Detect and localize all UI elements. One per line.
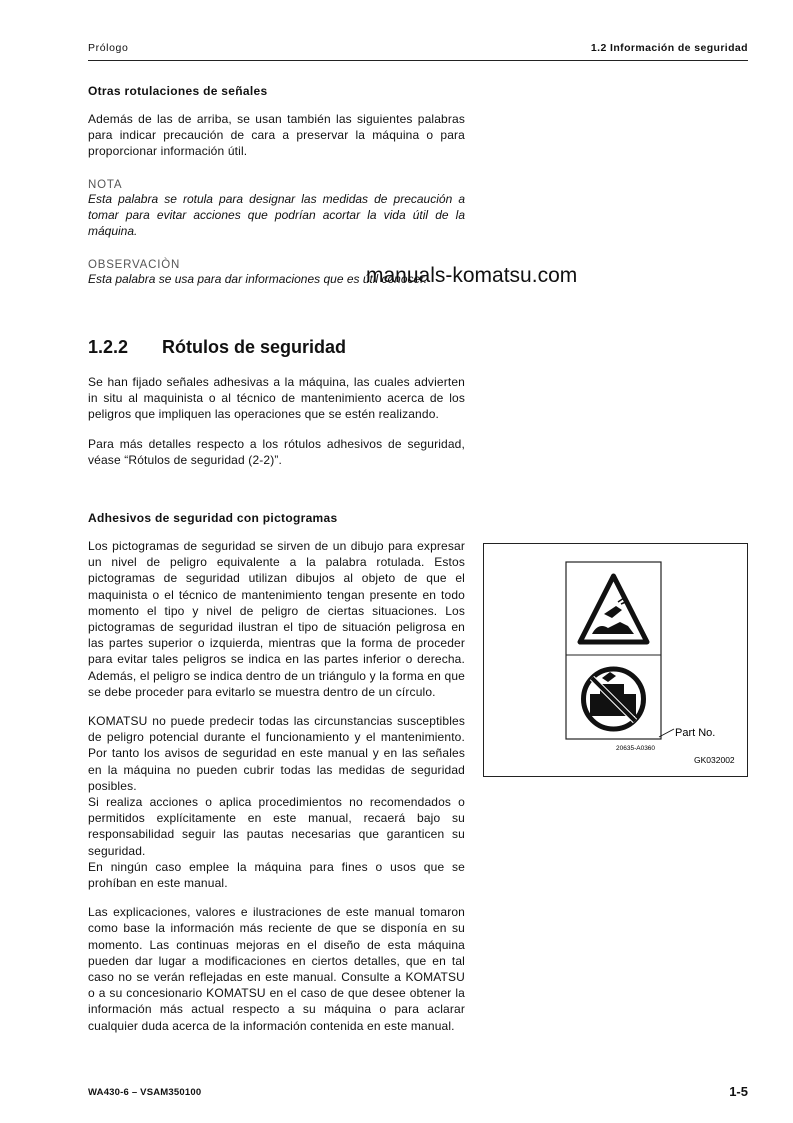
observacion-label: OBSERVACIÒN <box>88 259 181 272</box>
observacion-text: Esta palabra se usa para dar informaciones que es útil conocer. <box>88 272 428 287</box>
safety-labels-paragraph-1: Se han fijado señales adhesivas a la máquina, las cuales advierten in situ al maquinista o al técnico de mantenimiento acerca de los peligros que impliquen las operaciones que se estén realizando. <box>88 375 465 422</box>
pictograms-paragraph-2a: KOMATSU no puede predecir todas las circunstancias susceptibles de peligro potencial durante el funcionamiento y el mantenimiento. Por tanto los avisos de seguridad en este manual y en las señales en la máquina no pueden cubrir todas las medidas de seguridad posibles. <box>88 714 465 793</box>
pictograms-paragraph-3: Las explicaciones, valores e ilustraciones de este manual tomaron como base la información más reciente de que se disponía en su momento. Las continuas mejoras en el diseño de esta máquina pueden dar lugar a modificaciones en ciertos detalles, que en tal caso no se verán reflejadas en este manual. Consulte a KOMATSU o a su concesionario KOMATSU en el caso de que desee obtener la información más actual respecto a su máquina o para aclarar cualquier duda acerca de la información contenida en este manual. <box>88 905 465 1033</box>
section-safety-labels <box>88 374 465 468</box>
section-other-paragraph: Además de las de arriba, se usan también las siguientes palabras para indicar precaución de cara a preservar la máquina o para proporcionar información útil. <box>88 112 465 159</box>
footer-model-code: WA430-6 – VSAM350100 <box>88 1087 202 1098</box>
part-number-label: Part No. <box>675 727 716 739</box>
pictograms-paragraph-1: Los pictogramas de seguridad se sirven de un dibujo para expresar un nivel de peligro equivalente a la palabra rotulada. Estos pictogramas de seguridad utilizan dibujos al objeto de que el maquinista o el técnico de mantenimiento tengan presente en todo momento el tipo y nivel de peligro de ciertas situaciones. Los pictogramas de seguridad ilustran el tipo de situación peligrosa en las partes superior o izquierda, mientras que la forma de proceder para evitar tales peligros se indica en las partes inferior o derecha. Además, el peligro se indica dentro de un triángulo y la forma en que se debe proceder para evitarlo se muestra dentro de un círculo. <box>88 539 465 699</box>
header-divider <box>88 60 748 61</box>
prohibition-circle-icon <box>584 669 644 729</box>
section-title-text: Rótulos de seguridad <box>162 337 347 357</box>
header-section-name: Prólogo <box>88 42 129 54</box>
pictograms-paragraph-2b: Si realiza acciones o aplica procedimientos no recomendados o permitidos explícitamente en este manual, recaerá bajo su responsabilidad seguir las pautas necesarias que garanticen su seguridad. <box>88 795 465 858</box>
hazard-triangle-icon <box>580 576 647 642</box>
pictograms-paragraph-2c: En ningún caso emplee la máquina para fines o usos que se prohíban en este manual. <box>88 859 465 891</box>
figure-id: GK032002 <box>694 755 735 765</box>
nota-text: Esta palabra se rotula para designar las medidas de precaución a tomar para evitar acciones que podrían acortar la vida útil de la máquina. <box>88 191 465 239</box>
section-pictograms <box>88 511 465 1034</box>
safety-labels-paragraph-2: Para más detalles respecto a los rótulos adhesivos de seguridad, véase “Rótulos de seguridad (2-2)”. <box>88 436 465 467</box>
safety-pictogram-figure <box>483 543 748 777</box>
section-number: 1.2.2 <box>88 337 129 357</box>
pictograms-heading: Adhesivos de seguridad con pictogramas <box>88 511 338 525</box>
pictogram-drawing <box>484 544 747 776</box>
section-other-heading: Otras rotulaciones de señales <box>88 84 268 98</box>
page-number: 1-5 <box>729 1084 748 1099</box>
part-number-code: 20635-A0360 <box>616 745 656 752</box>
nota-label: NOTA <box>88 178 123 191</box>
section-other-labels <box>88 84 465 287</box>
section-title <box>88 337 346 358</box>
header-chapter-title: 1.2 Información de seguridad <box>590 42 748 54</box>
watermark-text: manuals-komatsu.com <box>366 264 578 287</box>
